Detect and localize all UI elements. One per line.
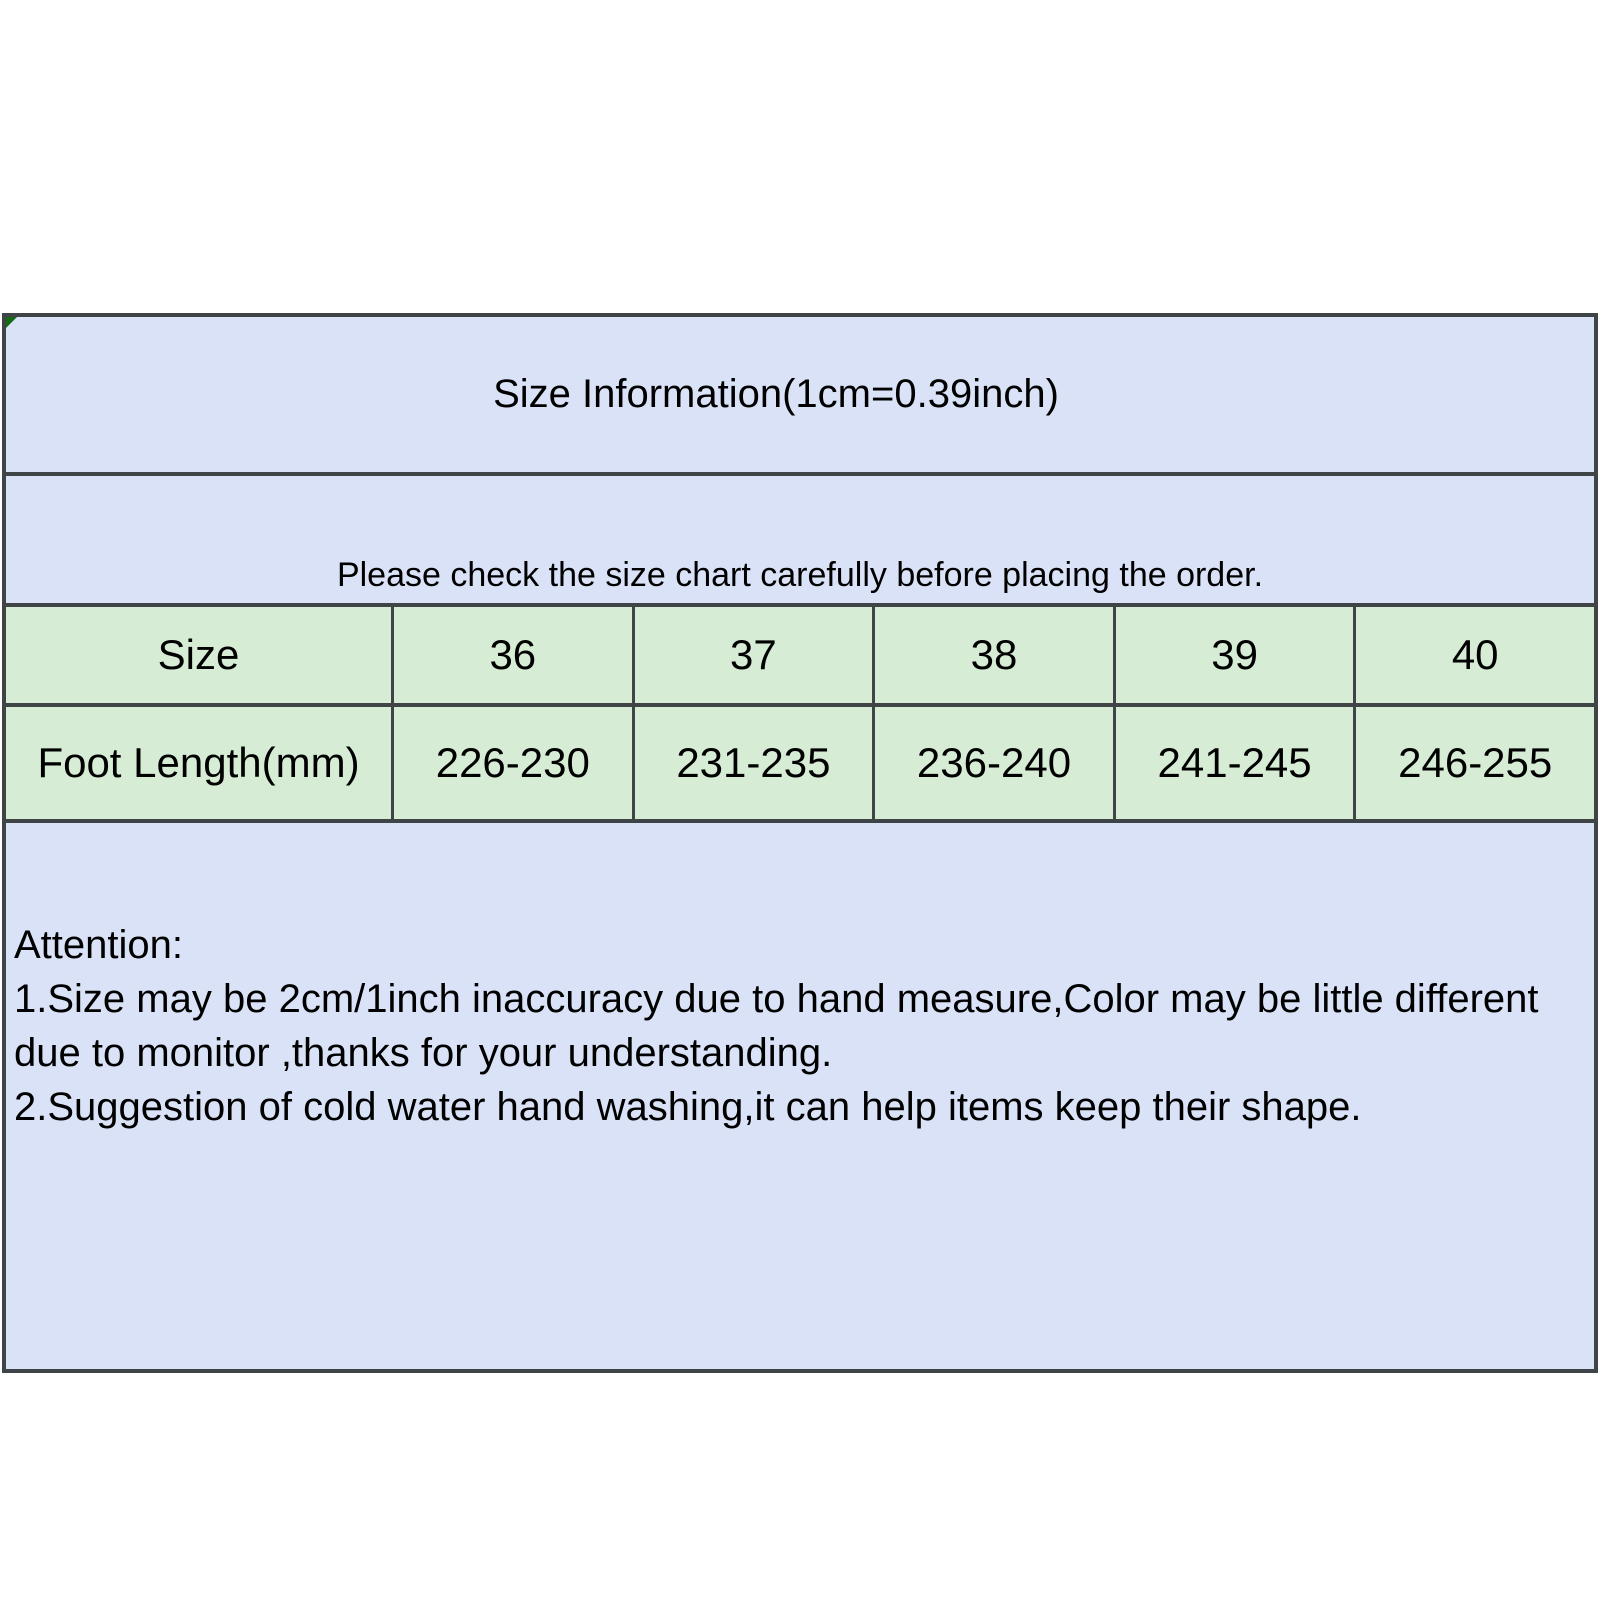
foot-length-cell <box>1113 703 1354 819</box>
foot-length-row-header-cell <box>6 703 391 819</box>
attention-note-1: 1.Size may be 2cm/1inch inaccuracy due to hand measure,Color may be little different due to monitor ,thanks for your understanding. <box>14 977 1539 1075</box>
table-title-row <box>6 317 1594 472</box>
size-value: 37 <box>730 631 777 678</box>
size-cell <box>872 603 1113 703</box>
size-row-header: Size <box>157 631 240 678</box>
size-chart-table <box>2 313 1598 1373</box>
foot-length-value: 231-235 <box>676 739 831 786</box>
attention-section <box>6 819 1594 1369</box>
foot-length-value: 241-245 <box>1157 739 1312 786</box>
foot-length-value: 246-255 <box>1398 739 1553 786</box>
foot-length-cell <box>872 703 1113 819</box>
green-corner-marker-icon <box>6 317 17 328</box>
foot-length-value: 236-240 <box>916 739 1072 786</box>
size-cell <box>1113 603 1354 703</box>
foot-length-cell <box>1353 703 1594 819</box>
size-cell <box>1353 603 1594 703</box>
attention-heading: Attention: <box>14 923 184 967</box>
size-value: 36 <box>489 631 537 678</box>
size-value: 38 <box>970 631 1018 678</box>
foot-length-cell <box>632 703 873 819</box>
size-cell <box>391 603 632 703</box>
foot-length-cell <box>391 703 632 819</box>
size-grid <box>6 603 1594 819</box>
chart-subtitle: Please check the size chart carefully before placing the order. <box>336 556 1264 594</box>
chart-title: Size Information(1cm=0.39inch) <box>493 372 1059 416</box>
size-value: 40 <box>1451 631 1499 678</box>
attention-note-2: 2.Suggestion of cold water hand washing,it can help items keep their shape. <box>14 1085 1362 1129</box>
size-value: 39 <box>1211 631 1258 678</box>
table-subtitle-row <box>6 472 1594 603</box>
size-row-header-cell <box>6 603 391 703</box>
foot-length-row-header: Foot Length(mm) <box>37 739 360 786</box>
foot-length-value: 226-230 <box>435 739 590 786</box>
size-cell <box>632 603 873 703</box>
